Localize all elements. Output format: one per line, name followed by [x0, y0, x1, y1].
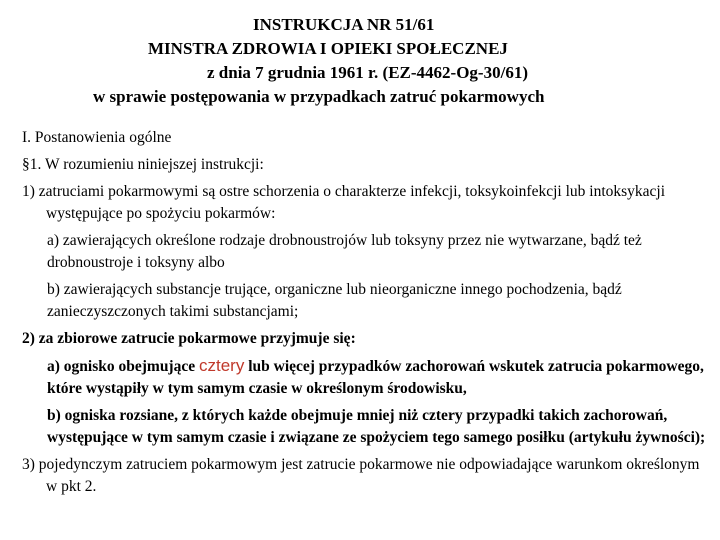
point-2b: b) ogniska rozsiane, z których każde obejmuje mniej niż cztery przypadki takich zachorowań, występujące w tym samym czasie i związane ze spożyciem tego samego posiłku (artykułu żywności); — [47, 407, 706, 446]
point-2a-start: a) ognisko obejmujące — [47, 358, 199, 375]
highlighted-word: cztery — [198, 356, 245, 375]
point-2a — [22, 355, 712, 400]
point-1: 1) zatruciami pokarmowymi są ostre schorzenia o charakterze infekcji, toksykoinfekcji lub intoksykacji występujące po spożyciu pokarmów: — [22, 183, 666, 222]
point-1b: b) zawierających substancje trujące, organiczne lub nieorganiczne innego pochodzenia, bądź zanieczyszczonych takimi substancjami; — [47, 281, 622, 320]
document-title: INSTRUKCJA NR 51/61 — [253, 15, 435, 34]
point-3: 3) pojedynczym zatruciem pokarmowym jest zatrucie pokarmowe nie odpowiadające warunkom określonym w pkt 2. — [22, 456, 700, 495]
point-2: 2) za zbiorowe zatrucie pokarmowe przyjmuje się: — [22, 330, 356, 347]
paragraph-1: §1. W rozumieniu niniejszej instrukcji: — [22, 156, 264, 173]
document-subject: w sprawie postępowania w przypadkach zatruć pokarmowych — [93, 87, 545, 106]
document-body — [22, 127, 712, 503]
section-title: I. Postanowienia ogólne — [22, 129, 172, 146]
point-2a-end: lub więcej przypadków zachorowań wskutek zatrucia pokarmowego, które wystąpiły w tym samym czasie w określonym środowisku, — [47, 358, 704, 397]
document-date-reference: z dnia 7 grudnia 1961 r. (EZ-4462-Og-30/61) — [207, 63, 528, 82]
point-1a: a) zawierających określone rodzaje drobnoustrojów lub toksyny przez nie wytwarzane, bądź też drobnoustroje i toksyny albo — [47, 232, 642, 271]
issuing-authority: MINSTRA ZDROWIA I OPIEKI SPOŁECZNEJ — [148, 39, 508, 58]
